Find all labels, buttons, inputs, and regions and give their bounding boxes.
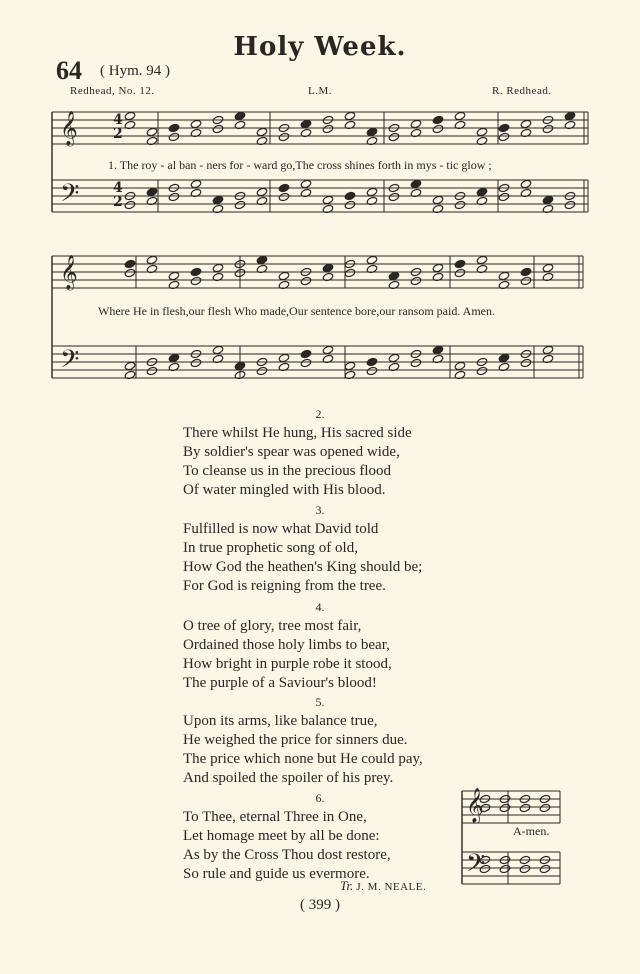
svg-text:2: 2 — [113, 194, 123, 210]
verse-line: He weighed the price for sinners due. — [183, 732, 408, 748]
verse-line: Let homage meet by all be done: — [183, 828, 380, 844]
verse-line: Fulfilled is now what David told — [183, 521, 379, 537]
meter: L.M. — [308, 85, 332, 97]
verse-line: To Thee, eternal Three in One, — [183, 809, 367, 825]
verse-line: By soldier's spear was opened wide, — [183, 444, 400, 460]
verse-line: As by the Cross Thou dost restore, — [183, 847, 391, 863]
svg-text:𝄢: 𝄢 — [466, 849, 486, 884]
verse-line: How God the heathen's King should be; — [183, 559, 423, 575]
verse-number: 3. — [315, 503, 325, 517]
verse-line: How bright in purple robe it stood, — [183, 656, 392, 672]
svg-text:𝄢: 𝄢 — [60, 345, 80, 380]
hymn-reference: ( Hym. 94 ) — [100, 63, 170, 79]
svg-text:𝄞: 𝄞 — [466, 788, 484, 823]
svg-text:𝄞: 𝄞 — [60, 255, 78, 290]
verse-line: In true prophetic song of old, — [183, 540, 358, 556]
credit-name: J. M. NEALE. — [356, 881, 427, 893]
credit-prefix: Tr. — [340, 878, 354, 893]
svg-text:𝄞: 𝄞 — [60, 111, 78, 146]
svg-text:4: 4 — [113, 112, 123, 128]
verse-line: The price which none but He could pay, — [183, 751, 423, 767]
page-number: ( 399 ) — [300, 897, 340, 913]
verse-line: The purple of a Saviour's blood! — [183, 675, 377, 691]
lyrics-line-1: 1. The roy - al ban - ners for - ward go,The cross shines forth in mys - tic glow ; — [108, 158, 492, 172]
verse-number: 6. — [315, 791, 325, 805]
verse-line: For God is reigning from the tree. — [183, 578, 386, 594]
verse-number: 4. — [315, 600, 325, 614]
verse-line: And spoiled the spoiler of his prey. — [183, 770, 394, 786]
verse-line: So rule and guide us evermore. — [183, 866, 370, 882]
verse-line: O tree of glory, tree most fair, — [183, 618, 362, 634]
composer: R. Redhead. — [492, 85, 552, 97]
verse-number: 2. — [315, 407, 325, 421]
translator-credit — [340, 878, 426, 894]
verse-line: Of water mingled with His blood. — [183, 482, 386, 498]
page-title: Holy Week. — [233, 32, 407, 62]
svg-text:2: 2 — [113, 126, 123, 142]
hymn-number: 64 — [56, 56, 82, 85]
svg-text:4: 4 — [113, 180, 123, 196]
lyrics-line-2: Where He in flesh,our flesh Who made,Our sentence bore,our ransom paid. Amen. — [98, 304, 495, 318]
verse-number: 5. — [315, 695, 325, 709]
svg-text:𝄢: 𝄢 — [60, 179, 80, 214]
tune-name: Redhead, No. 12. — [70, 85, 155, 97]
amen-label: A-men. — [513, 824, 550, 838]
verse-line: Ordained those holy limbs to bear, — [183, 637, 390, 653]
verse-line: There whilst He hung, His sacred side — [183, 425, 412, 441]
verse-line: Upon its arms, like balance true, — [183, 713, 378, 729]
verse-line: To cleanse us in the precious flood — [183, 463, 392, 479]
